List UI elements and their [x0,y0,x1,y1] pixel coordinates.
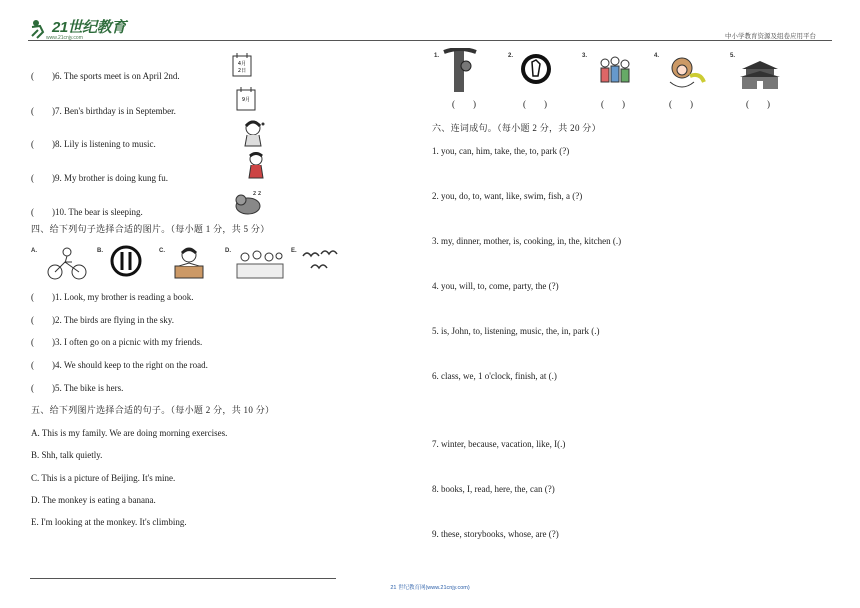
section-5-option-e: E. I'm looking at the monkey. It's climbing. [31,517,187,527]
section-6-item-6: 6. class, we, 1 o'clock, finish, at (.) [432,371,557,381]
answer-paren-open[interactable]: ( [31,315,34,325]
answer-paren-close: ) [52,315,55,325]
svg-text:z z: z z [253,190,262,197]
statement-text: 3. I often go on a picnic with my friends. [55,337,203,347]
answer-paren-open[interactable]: ( [31,337,34,347]
footer-link[interactable]: 21 世纪教育网(www.21cnjy.com) [390,585,470,591]
answer-paren-open[interactable]: ( [31,106,34,116]
monkey-climbing-tree-icon [440,48,480,92]
answer-paren-close: ) [52,360,55,370]
statement-text: 9. My brother is doing kung fu. [55,173,168,183]
header-divider [28,40,832,41]
answer-blank-1[interactable]: ( ) [452,99,476,109]
picture-number-3: 3. [582,53,588,59]
tf-item-10 [31,207,143,218]
tf-item-8 [31,139,156,150]
section-6-item-8: 8. books, I, read, here, the, can (?) [432,484,555,494]
section-4-item-5 [31,383,123,394]
svg-text:2日: 2日 [237,68,247,74]
statement-text: 4. We should keep to the right on the road. [55,360,208,370]
answer-paren-open[interactable]: ( [31,292,34,302]
section-4-picture-row [31,244,339,280]
sleeping-bear-icon [233,186,263,216]
answer-paren-close: ) [52,106,55,116]
tf-item-7 [31,106,176,117]
section-6-item-9: 9. these, storybooks, whose, are (?) [432,529,559,539]
footer-divider [30,578,336,579]
statement-text: 7. Ben's birthday is in September. [55,106,176,116]
statement-text: 1. Look, my brother is reading a book. [55,292,194,302]
picture-letter-d: D. [225,248,231,254]
flying-birds-icon [301,246,339,280]
answer-paren-close: ) [52,173,55,183]
statement-text: 2. The birds are flying in the sky. [55,315,174,325]
section-4-item-4 [31,360,208,371]
boy-kung-fu-icon [244,152,268,180]
statement-text: 5. The bike is hers. [55,383,124,393]
monkey-eating-banana-icon [664,52,710,92]
section-5-option-a: A. This is my family. We are doing morning exercises. [31,428,228,438]
section-6-item-4: 4. you, will, to, come, party, the (?) [432,281,559,291]
section-4-item-2 [31,315,174,326]
answer-paren-close: ) [52,71,55,81]
answer-paren-open[interactable]: ( [31,139,34,149]
answer-paren-close: ) [52,383,55,393]
section-5-option-c: C. This is a picture of Beijing. It's mine. [31,473,176,483]
section-6-item-2: 2. you, do, to, want, like, swim, fish, a (?) [432,191,583,201]
section-4-item-3 [31,337,202,348]
picture-number-4: 4. [654,53,660,59]
section-6-title: 六、连词成句。（每小题 2 分，共 20 分） [432,123,601,133]
section-4-title: 四、给下列句子选择合适的图片。（每小题 1 分，共 5 分） [31,224,270,234]
answer-blank-2[interactable]: ( ) [523,99,547,109]
header-platform-name: 中小学教育资源及组卷应用平台 [725,33,816,40]
calendar-icon [231,52,253,78]
statement-text: 6. The sports meet is on April 2nd. [55,71,180,81]
section-5-title: 五、给下列图片选择合适的句子。（每小题 2 分，共 10 分） [31,405,275,415]
answer-paren-open[interactable]: ( [31,360,34,370]
svg-text:4月: 4月 [237,61,247,67]
picture-letter-c: C. [159,248,165,254]
picture-letter-a: A. [31,248,37,254]
tf-item-6 [31,71,180,82]
answer-blank-5[interactable]: ( ) [746,99,770,109]
answer-paren-open[interactable]: ( [31,207,34,217]
section-5-option-d: D. The monkey is eating a banana. [31,495,156,505]
svg-text:9月: 9月 [241,97,251,103]
child-riding-bike-icon [45,246,89,280]
calendar-icon [235,86,257,112]
tiananmen-picture-icon [736,57,784,91]
section-6-item-3: 3. my, dinner, mother, is, cooking, in, the, kitchen (.) [432,236,622,246]
family-exercises-icon [597,56,633,90]
answer-paren-open[interactable]: ( [31,71,34,81]
picture-letter-b: B. [97,248,103,254]
logo-url: www.21cnjy.com [46,35,83,41]
section-6-item-7: 7. winter, because, vacation, like, I(.) [432,439,566,449]
quiet-sign-icon [519,52,553,86]
logo-text: 21世纪教育 [52,19,126,36]
answer-paren-close: ) [52,292,55,302]
tf-item-9 [31,173,168,184]
answer-paren-close: ) [52,139,55,149]
answer-paren-open[interactable]: ( [31,383,34,393]
statement-text: 10. The bear is sleeping. [55,207,143,217]
section-4-item-1 [31,292,193,303]
picture-letter-e: E. [291,248,297,254]
boy-reading-book-icon [169,246,209,280]
section-6-item-5: 5. is, John, to, listening, music, the, in, park (.) [432,326,600,336]
answer-paren-close: ) [52,337,55,347]
picture-number-5: 5. [730,53,736,59]
girl-listening-music-icon [239,118,267,148]
picture-number-1: 1. [434,53,440,59]
answer-paren-close: ) [52,207,55,217]
statement-text: 8. Lily is listening to music. [55,139,156,149]
picture-number-2: 2. [508,53,514,59]
section-5-option-b: B. Shh, talk quietly. [31,450,103,460]
answer-paren-open[interactable]: ( [31,173,34,183]
no-sign-icon [109,244,143,278]
section-6-item-1: 1. you, can, him, take, the, to, park (?) [432,146,570,156]
answer-blank-4[interactable]: ( ) [669,99,693,109]
picnic-icon [235,246,285,280]
answer-blank-3[interactable]: ( ) [601,99,625,109]
